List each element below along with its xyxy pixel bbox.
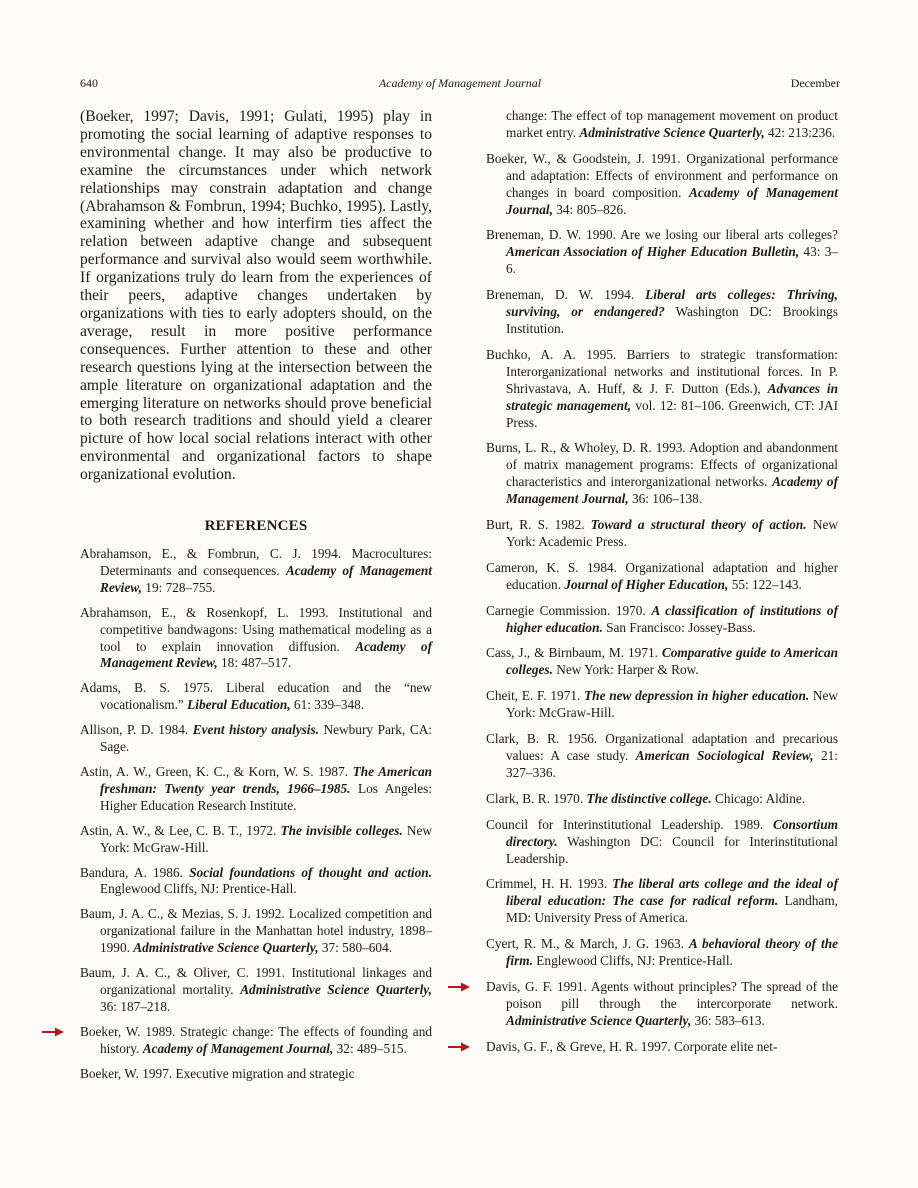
reference-entry: Burt, R. S. 1982. Toward a structural theory of action. New York: Academic Press.	[486, 517, 838, 549]
reference-entry: Clark, B. R. 1956. Organizational adaptation and precarious values: A case study. American Sociological Review, 21: 327–336.	[486, 731, 838, 780]
red-arrow-icon	[448, 982, 470, 992]
reference-entry: Boeker, W., & Goodstein, J. 1991. Organizational performance and adaptation: Effects of environment and performance on changes in board composition. Academy of Management Journal, 34: 805–826.	[486, 150, 838, 217]
reference-entry: Abrahamson, E., & Rosenkopf, L. 1993. Institutional and competitive bandwagons: Using mathematical modeling as a tool to explain innovation diffusion. Academy of Management Review, 18: 487–517.	[80, 604, 432, 671]
reference-entry: Adams, B. S. 1975. Liberal education and the “new vocationalism.” Liberal Education, 61: 339–348.	[80, 680, 432, 713]
reference-entry: Cass, J., & Birnbaum, M. 1971. Comparative guide to American colleges. New York: Harper & Row.	[486, 645, 838, 678]
reference-entry: Breneman, D. W. 1994. Liberal arts colleges: Thriving, surviving, or endangered? Washington DC: Brookings Institution.	[486, 287, 838, 336]
body-paragraph: (Boeker, 1997; Davis, 1991; Gulati, 1995) play in promoting the social learning of adaptive responses to environmental change. It may also be productive to examine the circumstances under which network relationships may constrain adaptation and change (Abrahamson & Fombrun, 1994; Buchko, 1995). Lastly, examining whether and how interfirm ties affect the relation between adaptive change and subsequent performance and survival also would seem worthwhile. If organizations truly do learn from the experiences of their peers, adaptive changes undertaken by organizations with ties to early adopters should, on the average, result in more positive performance consequences. Further attention to these and other research questions lying at the intersection between the ample literature on organizational adaptation and the emerging literature on networks should prove beneficial to both research traditions and should yield a clearer picture of how local social relations interact with other environmental and organizational factors to shape organizational evolution.	[80, 108, 432, 484]
red-arrow-icon	[42, 1027, 64, 1037]
journal-title: Academy of Management Journal	[378, 76, 542, 90]
right-column	[486, 108, 838, 1065]
reference-entry: Carnegie Commission. 1970. A classification of institutions of higher education. San Francisco: Jossey-Bass.	[486, 602, 839, 635]
reference-entry: Baum, J. A. C., & Oliver, C. 1991. Institutional linkages and organizational mortality. Administrative Science Quarterly, 36: 187–218.	[80, 965, 432, 1014]
reference-entry: Baum, J. A. C., & Mezias, S. J. 1992. Localized competition and organizational failure in the Manhattan hotel industry, 1898–1990. Administrative Science Quarterly, 37: 580–604.	[80, 906, 432, 956]
reference-entry-marked: Davis, G. F. 1991. Agents without principles? The spread of the poison pill through the intercorporate network. Administrative Science Quarterly, 36: 583–613.	[486, 979, 838, 1030]
reference-entry: Council for Interinstitutional Leadership. 1989. Consortium directory. Washington DC: Council for Interinstitutional Leadership.	[486, 816, 838, 866]
reference-entry: Boeker, W. 1997. Executive migration and strategic	[80, 1065, 355, 1081]
reference-entry: Cyert, R. M., & March, J. G. 1963. A behavioral theory of the firm. Englewood Cliffs, NJ: Prentice-Hall.	[486, 936, 838, 969]
reference-entry: Cheit, E. F. 1971. The new depression in higher education. New York: McGraw-Hill.	[486, 688, 839, 721]
reference-entry-continued: change: The effect of top management movement on product market entry. Administrative Science Quarterly, 42: 213:236.	[506, 108, 838, 140]
reference-entry-marked: Davis, G. F., & Greve, H. R. 1997. Corporate elite net-	[486, 1039, 838, 1056]
reference-entry: Cameron, K. S. 1984. Organizational adaptation and higher education. Journal of Higher Education, 55: 122–143.	[486, 559, 838, 592]
reference-entry: Abrahamson, E., & Fombrun, C. J. 1994. Macrocultures: Determinants and consequences. Academy of Management Review, 19: 728–755.	[80, 546, 432, 595]
red-arrow-icon	[448, 1042, 470, 1052]
reference-entry: Crimmel, H. H. 1993. The liberal arts college and the ideal of liberal education: The case for radical reform. Landham, MD: University Press of America.	[486, 876, 838, 926]
reference-entry: Allison, P. D. 1984. Event history analysis. Newbury Park, CA: Sage.	[80, 722, 432, 755]
references-heading: REFERENCES	[204, 518, 308, 535]
reference-entry: Astin, A. W., & Lee, C. B. T., 1972. The invisible colleges. New York: McGraw-Hill.	[80, 822, 432, 855]
reference-entry: Astin, A. W., Green, K. C., & Korn, W. S. 1987. The American freshman: Twenty year trends, 1966–1985. Los Angeles: Higher Education Research Institute.	[80, 764, 432, 813]
running-header	[80, 76, 840, 94]
reference-entry: Buchko, A. A. 1995. Barriers to strategic transformation: Interorganizational networks and institutional forces. In P. Shrivastava, A. Huff, & J. F. Dutton (Eds.), Advances in strategic management, vol. 12: 81–106. Greenwich, CT: JAI Press.	[486, 346, 838, 430]
reference-entry: Bandura, A. 1986. Social foundations of thought and action. Englewood Cliffs, NJ: Prentice-Hall.	[80, 864, 432, 897]
left-column	[80, 108, 432, 1091]
reference-entry-marked: Boeker, W. 1989. Strategic change: The effects of founding and history. Academy of Management Journal, 32: 489–515.	[80, 1024, 432, 1058]
reference-entry: Burns, L. R., & Wholey, D. R. 1993. Adoption and abandonment of matrix management programs: Effects of organizational characteristics and interorganizational networks. Academy of Management Journal, 36: 106–138.	[486, 440, 838, 507]
reference-entry: Clark, B. R. 1970. The distinctive college. Chicago: Aldine.	[486, 790, 806, 806]
page-number: 640	[80, 76, 98, 90]
reference-entry: Breneman, D. W. 1990. Are we losing our liberal arts colleges? American Association of Higher Education Bulletin, 43: 3–6.	[486, 227, 838, 277]
issue-month: December	[790, 76, 840, 90]
